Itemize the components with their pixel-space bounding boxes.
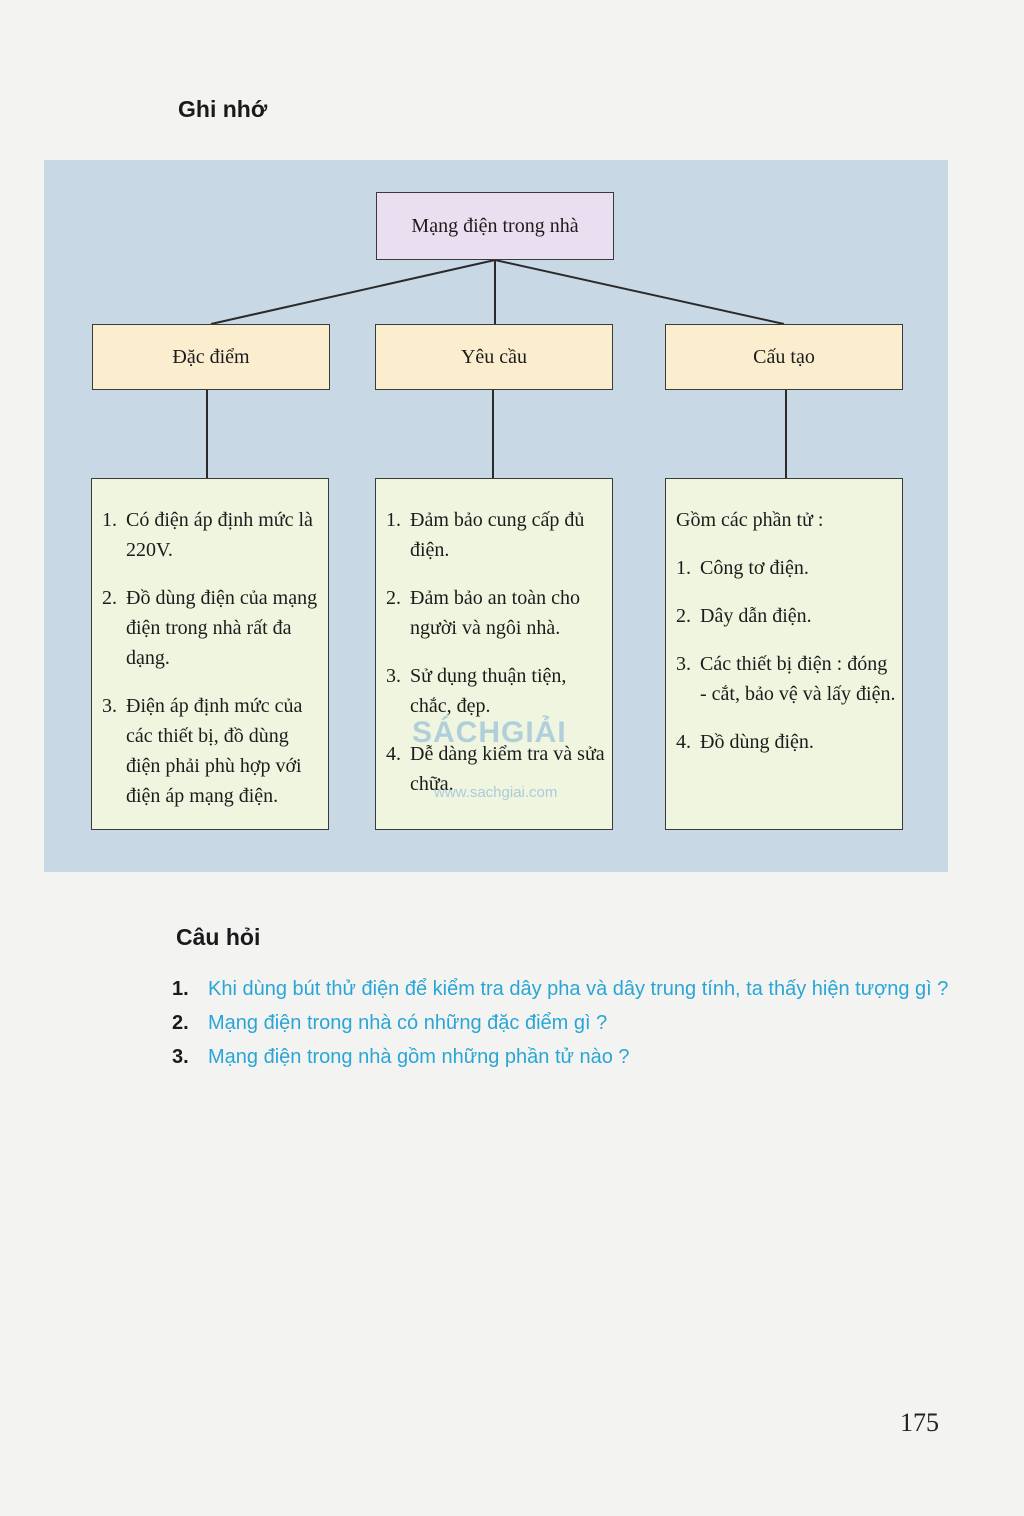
list-item: 2. Đảm bảo an toàn cho người và ngôi nhà. <box>386 587 580 639</box>
structure-list <box>676 553 896 757</box>
list-item: 2. Đồ dùng điện của mạng điện trong nhà rất đa dạng. <box>102 587 318 669</box>
root-node: Mạng điện trong nhà <box>376 192 614 260</box>
requirements-list <box>386 505 606 799</box>
questions-heading: Câu hỏi <box>176 924 261 950</box>
list-item: 1. Công tơ điện. <box>676 557 809 579</box>
list-item: 4. Đồ dùng điện. <box>676 731 814 753</box>
list-item: 3. Sử dụng thuận tiện, chắc, đẹp. <box>386 665 567 717</box>
list-item: 3. Các thiết bị điện : đóng - cắt, bảo vệ và lấy điện. <box>676 653 896 705</box>
list-item: 1. Có điện áp định mức là 220V. <box>102 509 313 561</box>
list-item: 1. Đảm bảo cung cấp đủ điện. <box>386 509 585 561</box>
connector-root-structure <box>495 260 784 324</box>
category-requirements: Yêu cầu <box>375 324 613 390</box>
list-item: 2. Dây dẫn điện. <box>676 605 812 627</box>
detail-features <box>91 478 329 830</box>
list-item: 3. Điện áp định mức của các thiết bị, đồ dùng điện phải phù hợp với điện áp mạng điện. <box>102 695 303 807</box>
question-list <box>172 974 952 1076</box>
watermark-logo: SÁCHGIẢI <box>412 716 567 749</box>
question-item: 1. Khi dùng bút thử điện để kiểm tra dây pha và dây trung tính, ta thấy hiện tượng gì ? <box>172 978 949 1000</box>
detail-structure <box>665 478 903 830</box>
question-item: 2. Mạng điện trong nhà có những đặc điểm gì ? <box>172 1012 608 1034</box>
memo-heading: Ghi nhớ <box>178 96 268 122</box>
watermark-url: www.sachgiai.com <box>434 784 558 801</box>
memo-diagram <box>44 160 948 872</box>
connector-root-features <box>211 260 495 324</box>
detail-requirements <box>375 478 613 830</box>
list-item: 4. Dễ dàng kiểm tra và sửa chữa. <box>386 743 605 795</box>
category-features: Đặc điểm <box>92 324 330 390</box>
structure-intro: Gồm các phần tử : <box>676 509 824 531</box>
features-list <box>102 505 322 811</box>
question-item: 3. Mạng điện trong nhà gồm những phần tử nào ? <box>172 1046 630 1068</box>
page-number: 175 <box>900 1408 939 1437</box>
category-structure: Cấu tạo <box>665 324 903 390</box>
